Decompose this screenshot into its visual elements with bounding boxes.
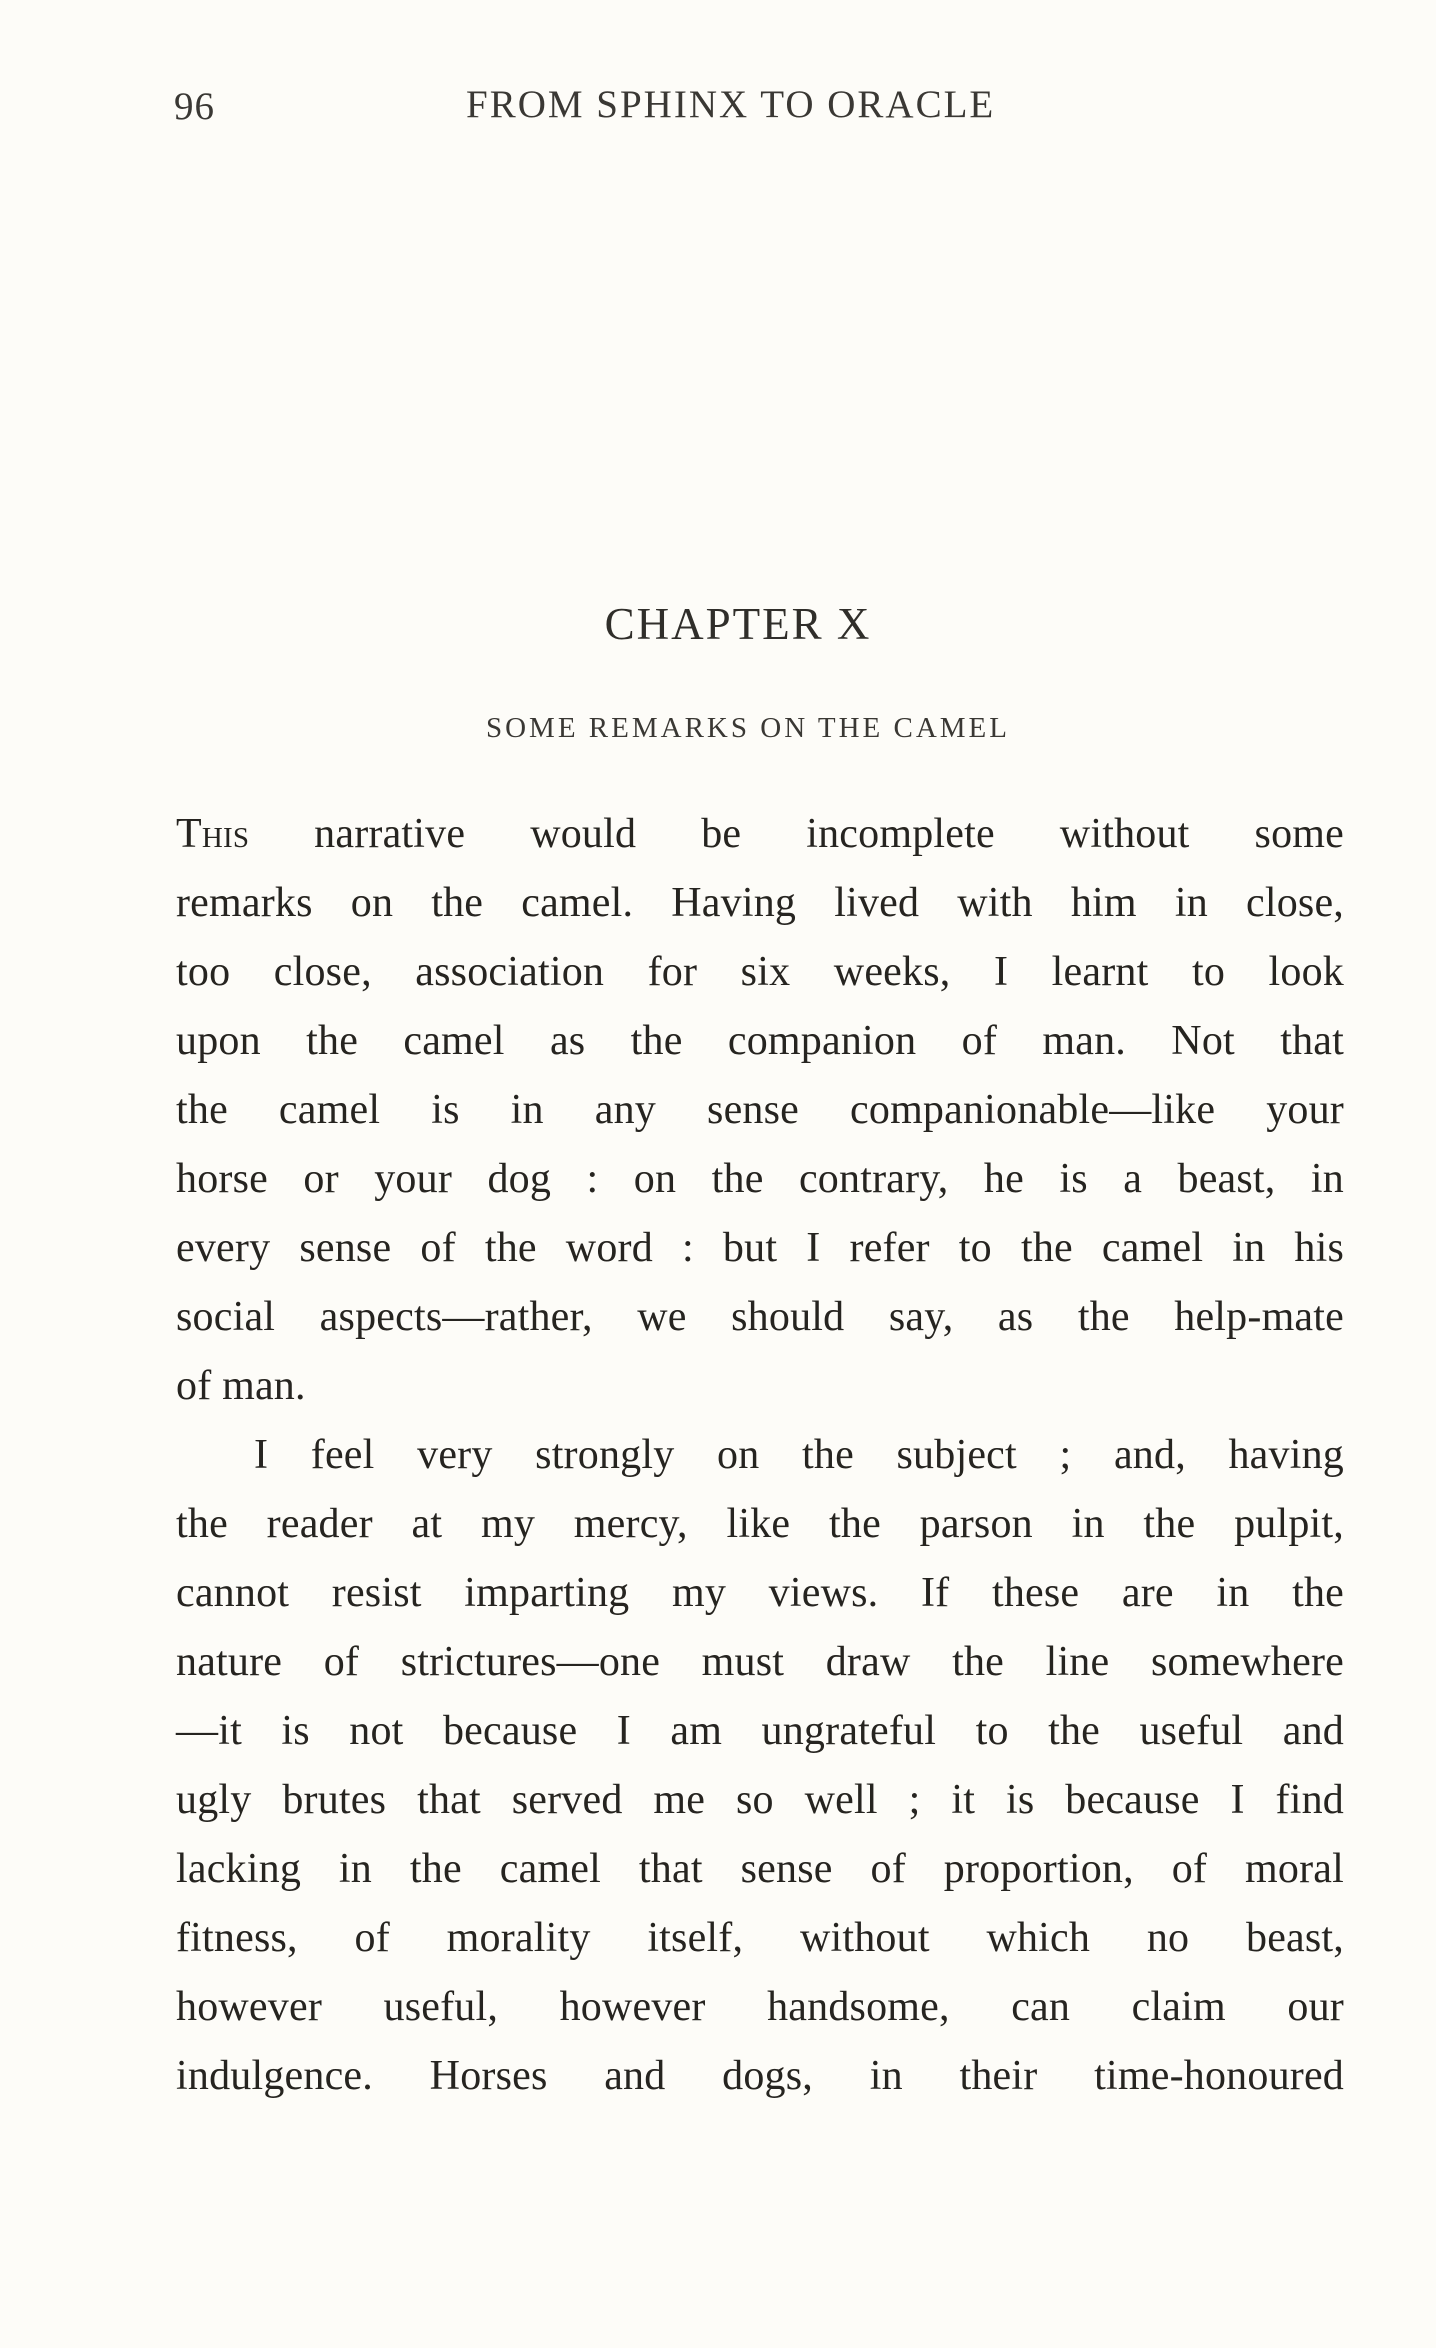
body-text xyxy=(176,800,1344,2111)
chapter-subtitle: SOME REMARKS ON THE CAMEL xyxy=(485,712,1010,744)
text-line-13: nature of strictures—one must draw the line somewhere xyxy=(176,1639,1344,1685)
text-line-5: the camel is in any sense companionable—like your xyxy=(176,1087,1344,1133)
text-line-15: ugly brutes that served me so well ; it is because I find xyxy=(176,1777,1344,1823)
text-line-16: lacking in the camel that sense of proportion, of moral xyxy=(176,1846,1344,1892)
running-head xyxy=(0,72,1436,132)
text-line-17: fitness, of morality itself, without which no beast, xyxy=(176,1915,1344,1961)
text-line-6: horse or your dog : on the contrary, he is a beast, in xyxy=(176,1156,1344,1202)
text-line-18: however useful, however handsome, can claim our xyxy=(176,1984,1344,2030)
opening-word: This xyxy=(176,811,250,857)
text-line-3: too close, association for six weeks, I learnt to look xyxy=(176,949,1344,995)
line-1-text: narrative would be incomplete without some xyxy=(249,811,1344,857)
text-line-1 xyxy=(176,800,1344,869)
text-line-19: indulgence. Horses and dogs, in their time-honoured xyxy=(176,2053,1344,2099)
text-line-2: remarks on the camel. Having lived with him in close, xyxy=(176,880,1344,926)
text-line-9: of man. xyxy=(176,1363,306,1409)
text-line-14: —it is not because I am ungrateful to the useful and xyxy=(176,1708,1344,1754)
page-number: 96 xyxy=(174,85,215,128)
chapter-title: CHAPTER X xyxy=(604,599,872,649)
text-line-8: social aspects—rather, we should say, as the help-mate xyxy=(176,1294,1344,1340)
text-line-4: upon the camel as the companion of man. Not that xyxy=(176,1018,1344,1064)
running-title: FROM SPHINX TO ORACLE xyxy=(466,83,996,126)
text-line-10: I feel very strongly on the subject ; and, having xyxy=(254,1432,1344,1478)
text-line-11: the reader at my mercy, like the parson in the pulpit, xyxy=(176,1501,1344,1547)
text-line-7: every sense of the word : but I refer to the camel in his xyxy=(176,1225,1344,1271)
text-line-12: cannot resist imparting my views. If these are in the xyxy=(176,1570,1344,1616)
